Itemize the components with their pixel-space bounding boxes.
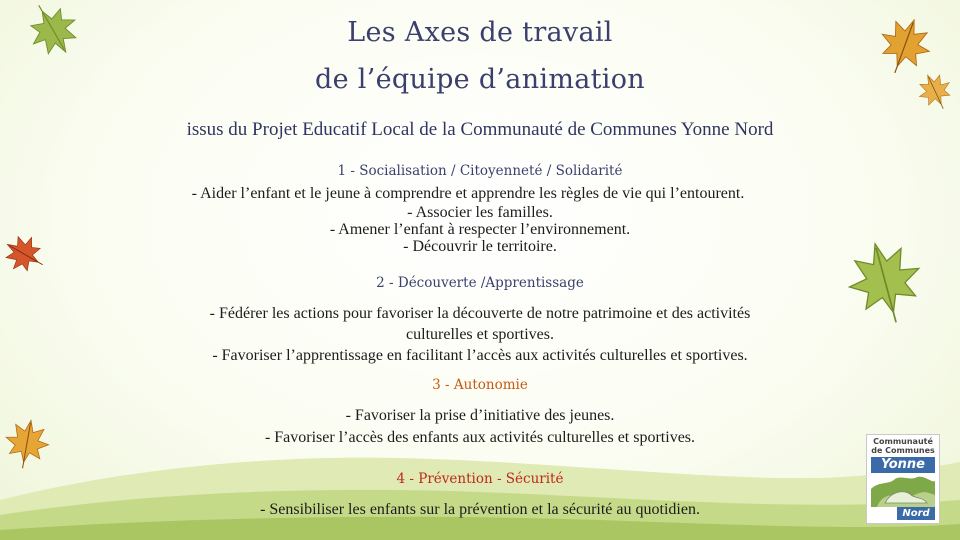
logo-line-1: Communauté [873, 437, 933, 446]
logo-line-2: de Communes [871, 446, 935, 455]
section-2-line-2: culturelles et sportives. [406, 326, 554, 343]
section-2-line-1: - Fédérer les actions pour favoriser la découverte de notre patrimoine et des activités [209, 305, 751, 322]
logo-map-graphic [871, 475, 935, 507]
section-1-line-2: - Associer les familles. [407, 204, 553, 221]
section-1-line-3: - Amener l’enfant à respecter l’environnement. [329, 221, 631, 238]
section-3-line-2: - Favoriser l’accès des enfants aux activités culturelles et sportives. [264, 429, 696, 446]
section-3-heading: 3 - Autonomie [432, 377, 528, 393]
logo-line-4: Nord [897, 507, 935, 520]
section-1-line-1: - Aider l’enfant et le jeune à comprendre et apprendre les règles de vie qui l’entourent. [191, 185, 745, 202]
section-1-heading: 1 - Socialisation / Citoyenneté / Solidarité [337, 163, 623, 179]
section-2-heading: 2 - Découverte /Apprentissage [376, 275, 584, 291]
subtitle: issus du Projet Educatif Local de la Communauté de Communes Yonne Nord [186, 119, 774, 140]
section-2-line-3: - Favoriser l’apprentissage en facilitant l’accès aux activités culturelles et sportives. [212, 347, 748, 364]
section-4-line-1: - Sensibiliser les enfants sur la prévention et la sécurité au quotidien. [260, 501, 700, 518]
title-line-2: de l’équipe d’animation [315, 64, 645, 95]
community-logo [866, 434, 940, 524]
logo-line-3: Yonne [871, 457, 935, 473]
section-1-line-4: - Découvrir le territoire. [403, 238, 557, 255]
section-3-line-1: - Favoriser la prise d’initiative des jeunes. [345, 407, 615, 424]
section-4-heading: 4 - Prévention - Sécurité [396, 471, 564, 487]
title-line-1: Les Axes de travail [347, 17, 613, 48]
